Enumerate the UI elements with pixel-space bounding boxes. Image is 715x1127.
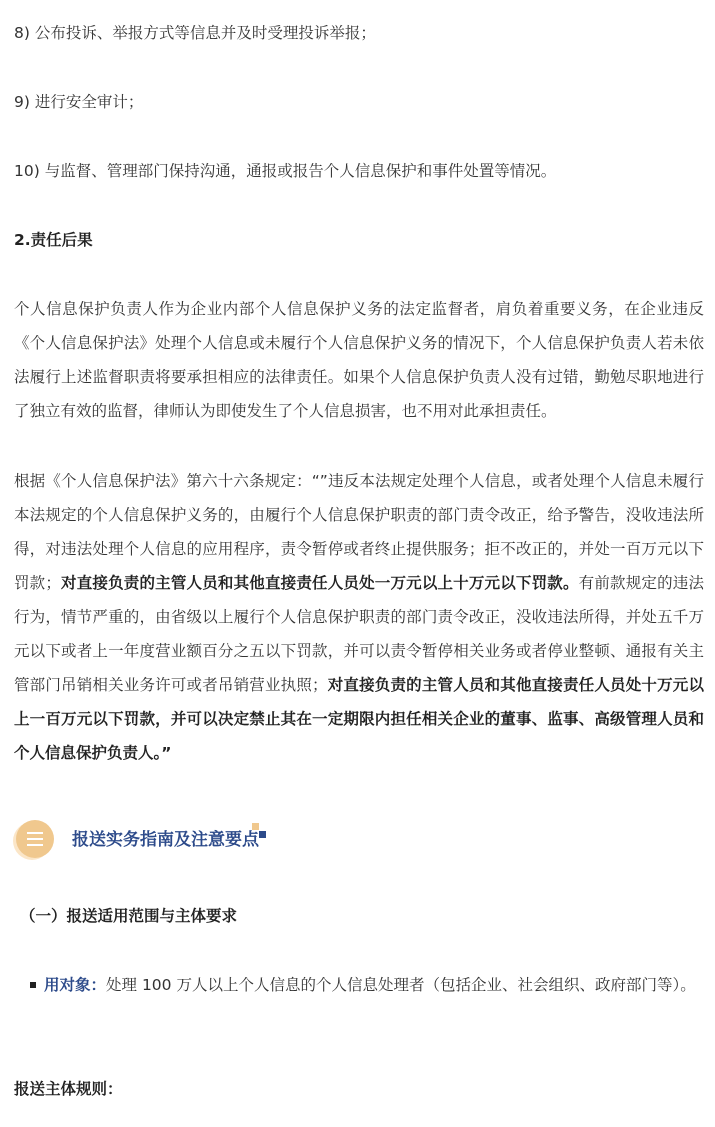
section-heading-title: 报送实务指南及注意要点: [72, 830, 259, 850]
list-item-9: 9) 进行安全审计；: [14, 93, 144, 111]
decor-square-gold: [252, 823, 259, 830]
bullet-label: 用对象：: [44, 976, 107, 994]
menu-icon: [16, 820, 54, 858]
bold-clause-2: 对直接负责的主管人员和其他直接责任人员处十万元以上一百万元以下罚款，并可以决定禁止其在一定期限内担任相关企业的董事、监事、高级管理人员和个人信息保护负责人。”: [14, 676, 704, 762]
list-item-10: 10) 与监督、管理部门保持沟通，通报或报告个人信息保护和事件处置等情况。: [14, 162, 557, 180]
section-heading: [16, 818, 316, 866]
bold-clause-1: 对直接负责的主管人员和其他直接责任人员处一万元以上十万元以下罚款。: [60, 574, 579, 592]
bullet-item: 用对象：处理 100 万人以上个人信息的个人信息处理者（包括企业、社会组织、政府部门等）。: [44, 976, 696, 994]
decor-square-blue: [259, 831, 266, 838]
rules-title: 报送主体规则：: [14, 1080, 123, 1098]
subsection-title: （一）报送适用范围与主体要求: [20, 907, 238, 925]
responsibility-paragraph: 个人信息保护负责人作为企业内部个人信息保护义务的法定监督者，肩负着重要义务，在企业违反《个人信息保护法》处理个人信息或未履行个人信息保护义务的情况下，个人信息保护负责人若未依法履行上述监督职责将要承担相应的法律责任。如果个人信息保护负责人没有过错，勤勉尽职地进行了独立有效的监督，律师认为即使发生了个人信息损害，也不用对此承担责任。: [14, 300, 704, 420]
list-item-8: 8) 公布投诉、举报方式等信息并及时受理投诉举报；: [14, 24, 376, 42]
bullet-icon: [30, 982, 36, 988]
section-2-title: 2.责任后果: [14, 231, 93, 249]
law-quote-paragraph: 根据《个人信息保护法》第六十六条规定：“”违反本法规定处理个人信息，或者处理个人信息未履行本法规定的个人信息保护义务的，由履行个人信息保护职责的部门责令改正，给予警告，没收违法所得，对违法处理个人信息的应用程序，责令暂停或者终止提供服务；拒不改正的，并处一百万元以下罚款；对直接负责的主管人员和其他直接责任人员处一万元以上十万元以下罚款。有前款规定的违法行为，情节严重的，由省级以上履行个人信息保护职责的部门责令改正，没收违法所得，并处五千万元以下或者上一年度营业额百分之五以下罚款，并可以责令暂停相关业务或者停业整顿、通报有关主管部门吊销相关业务许可或者吊销营业执照；对直接负责的主管人员和其他直接责任人员处十万元以上一百万元以下罚款，并可以决定禁止其在一定期限内担任相关企业的董事、监事、高级管理人员和个人信息保护负责人。”: [14, 472, 704, 762]
